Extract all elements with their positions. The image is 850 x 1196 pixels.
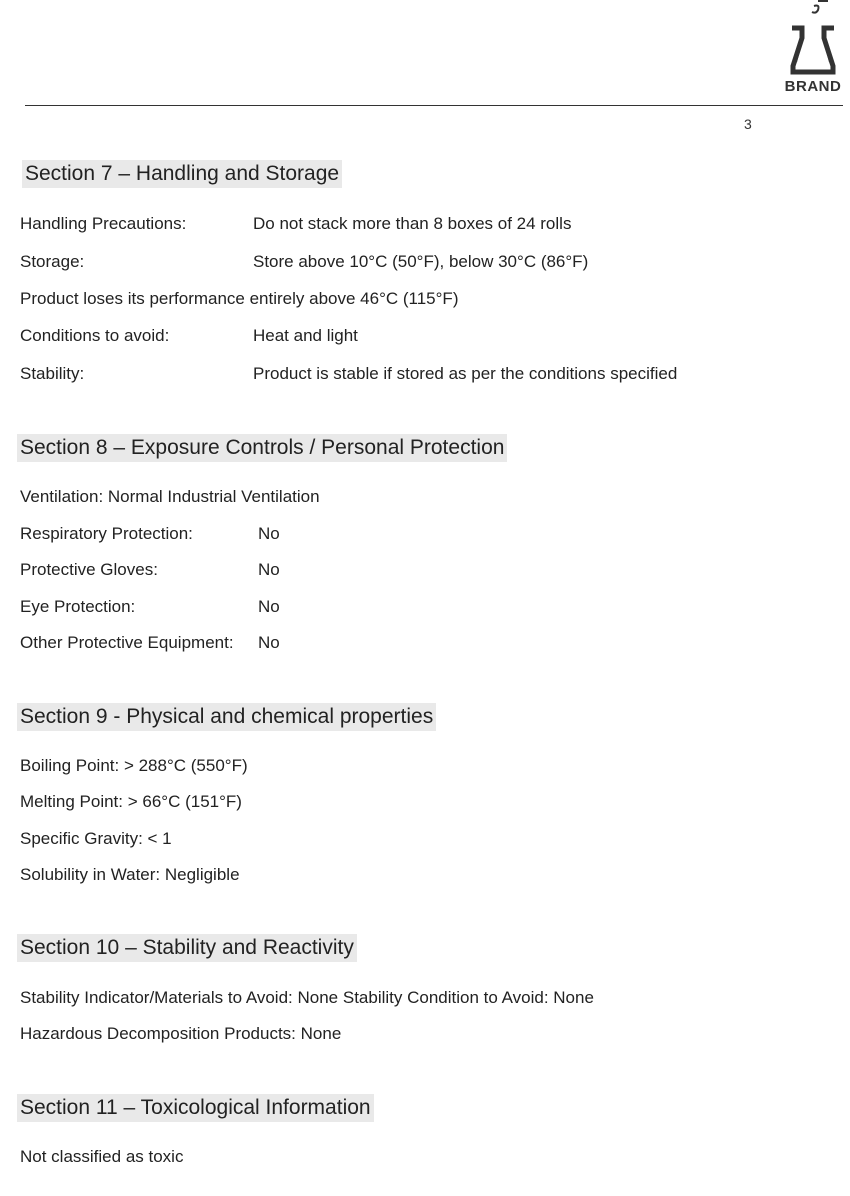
gloves-label: Protective Gloves:: [20, 560, 158, 579]
conditions-value: Heat and light: [253, 326, 358, 345]
handling-value: Do not stack more than 8 boxes of 24 rolls: [253, 214, 572, 233]
section-9-heading: Section 9 - Physical and chemical properties: [17, 703, 436, 731]
handling-label: Handling Precautions:: [20, 214, 187, 233]
header-rule: [25, 105, 843, 106]
boiling-point: Boiling Point: > 288°C (550°F): [20, 756, 248, 775]
respiratory-value: No: [258, 524, 280, 543]
respiratory-label: Respiratory Protection:: [20, 524, 193, 543]
stability-label: Stability:: [20, 364, 85, 383]
ventilation-line: Ventilation: Normal Industrial Ventilation: [20, 487, 320, 506]
flask-logo-icon: [788, 0, 838, 78]
other-equipment-value: No: [258, 633, 280, 652]
specific-gravity: Specific Gravity: < 1: [20, 829, 172, 848]
eye-value: No: [258, 597, 280, 616]
brand-logo: [780, 0, 846, 100]
other-equipment-label: Other Protective Equipment:: [20, 633, 234, 652]
melting-point: Melting Point: > 66°C (151°F): [20, 792, 242, 811]
water-solubility: Solubility in Water: Negligible: [20, 865, 240, 884]
brand-name: BRAND: [784, 78, 842, 95]
section-10-heading: Section 10 – Stability and Reactivity: [17, 934, 357, 962]
section-8-heading: Section 8 – Exposure Controls / Personal Protection: [17, 434, 507, 462]
storage-value: Store above 10°C (50°F), below 30°C (86°F): [253, 252, 589, 271]
eye-label: Eye Protection:: [20, 597, 136, 616]
section-11-heading: Section 11 – Toxicological Information: [17, 1094, 374, 1122]
page-number: 3: [744, 116, 752, 132]
gloves-value: No: [258, 560, 280, 579]
storage-label: Storage:: [20, 252, 85, 271]
performance-note: Product loses its performance entirely above 46°C (115°F): [20, 289, 459, 308]
section-7-heading: Section 7 – Handling and Storage: [22, 160, 342, 188]
conditions-label: Conditions to avoid:: [20, 326, 170, 345]
stability-indicator: Stability Indicator/Materials to Avoid: None Stability Condition to Avoid: None: [20, 988, 594, 1007]
stability-value: Product is stable if stored as per the conditions specified: [253, 364, 678, 383]
toxicity-statement: Not classified as toxic: [20, 1147, 184, 1166]
decomposition-products: Hazardous Decomposition Products: None: [20, 1024, 342, 1043]
